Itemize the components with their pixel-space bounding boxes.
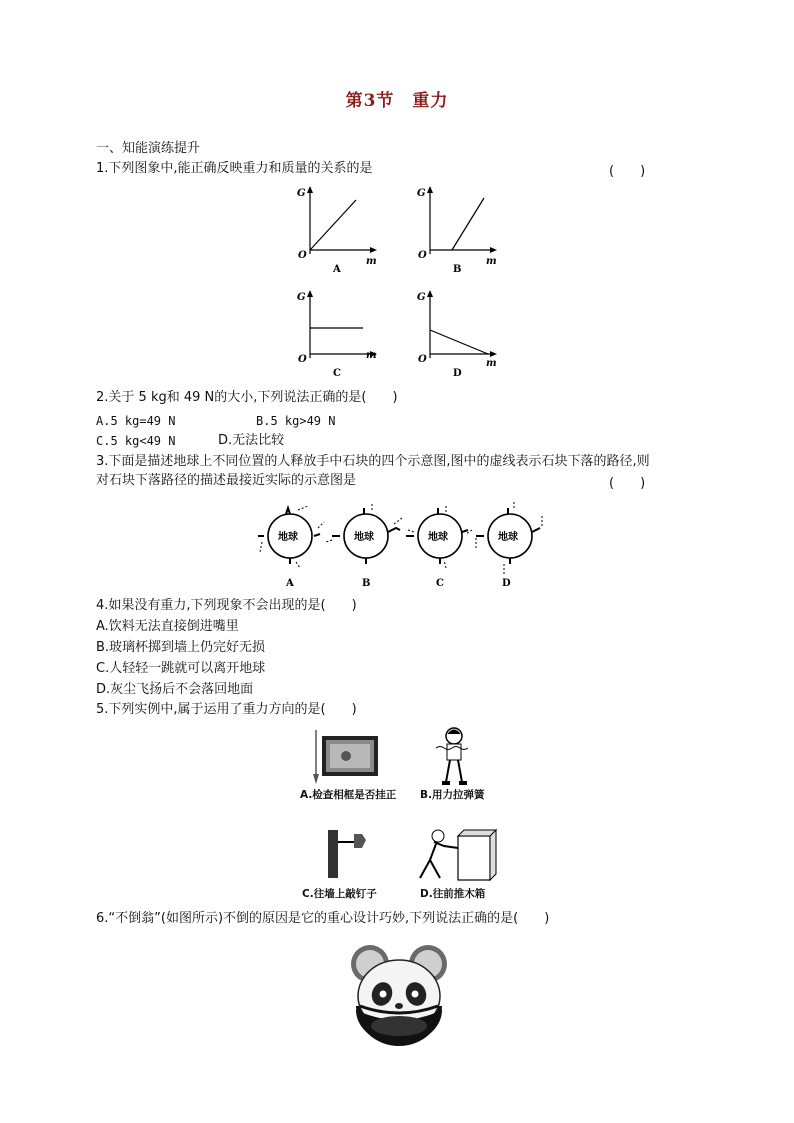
q5-caption-a: A.检查相框是否挂正 [300, 789, 397, 801]
q1-label-a: A [333, 264, 341, 275]
q3-line2: 对石块下落路径的描述最接近实际的示意图是 [96, 473, 357, 488]
tumbler-toy-image [346, 940, 452, 1046]
q5-caption-b: B.用力拉弹簧 [420, 789, 485, 801]
q2-option-b: B.5 kg>49 N [256, 414, 336, 428]
q1-b-origin: O [418, 250, 427, 261]
q4-option-b: B.玻璃杯掷到墙上仍完好无损 [96, 640, 266, 655]
q5-caption-d: D.往前推木箱 [420, 888, 486, 900]
q1-graph-a [296, 186, 386, 276]
q3-earth-b-label: 地球 [354, 532, 374, 543]
q5-text: 5.下列实例中,属于运用了重力方向的是( ) [96, 702, 357, 717]
q1-c-axis-y: G [297, 292, 306, 303]
q3-label-d: D [502, 578, 511, 589]
q3-earth-d [472, 506, 552, 592]
q6-text: 6.“不倒翁”(如图所示)不倒的原因是它的重心设计巧妙,下列说法正确的是( ) [96, 911, 550, 926]
q2-option-c: C.5 kg<49 N [96, 434, 176, 448]
q3-earth-d-label: 地球 [498, 532, 518, 543]
q1-graph-d [416, 290, 506, 380]
q3-earth-a [252, 506, 332, 592]
q1-graph-b [416, 186, 506, 276]
q1-a-origin: O [298, 250, 307, 261]
q3-earth-c-label: 地球 [428, 532, 448, 543]
q3-label-c: C [436, 578, 444, 589]
q1-a-axis-y: G [297, 188, 306, 199]
q3-answer-paren: ( ) [609, 476, 646, 491]
q2-option-a: A.5 kg=49 N [96, 414, 176, 428]
q3-line1: 3.下面是描述地球上不同位置的人释放手中石块的四个示意图,图中的虚线表示石块下落的路径,则 [96, 454, 650, 469]
q1-d-origin: O [418, 354, 427, 365]
q4-option-c: C.人轻轻一跳就可以离开地球 [96, 661, 266, 676]
q5-hammer-image [324, 830, 368, 880]
q5-picture-frame-image [312, 730, 382, 786]
q4-text: 4.如果没有重力,下列现象不会出现的是( ) [96, 598, 357, 613]
q1-d-axis-x: m [486, 358, 497, 369]
q1-c-origin: O [298, 354, 307, 365]
q3-label-b: B [362, 578, 371, 589]
q1-label-c: C [333, 368, 341, 379]
q1-label-d: D [453, 368, 462, 379]
q2-option-d: D.无法比较 [218, 433, 285, 448]
q5-caption-c: C.往墙上敲钉子 [302, 888, 377, 900]
q5-spring-image [432, 726, 476, 788]
q1-answer-paren: ( ) [609, 164, 646, 179]
q1-b-axis-y: G [417, 188, 426, 199]
q5-push-box-image [414, 826, 494, 884]
q1-b-axis-x: m [486, 256, 497, 267]
q3-earth-c [402, 506, 482, 592]
page-title: 第3节 重力 [345, 91, 449, 111]
q1-graph-c [296, 290, 386, 380]
q1-c-axis-x: m [366, 350, 377, 361]
section-heading: 一、知能演练提升 [96, 141, 201, 156]
q2-text: 2.关于 5 kg和 49 N的大小,下列说法正确的是( ) [96, 390, 398, 405]
q1-d-axis-y: G [417, 292, 426, 303]
q3-label-a: A [286, 578, 294, 589]
q1-a-axis-x: m [366, 256, 377, 267]
q4-option-a: A.饮料无法直接倒进嘴里 [96, 619, 239, 634]
q3-earth-a-label: 地球 [278, 532, 298, 543]
q4-option-d: D.灰尘飞扬后不会落回地面 [96, 682, 254, 697]
q1-text: 1.下列图象中,能正确反映重力和质量的关系的是 [96, 161, 373, 176]
q3-earth-b [328, 506, 408, 592]
q1-label-b: B [453, 264, 462, 275]
